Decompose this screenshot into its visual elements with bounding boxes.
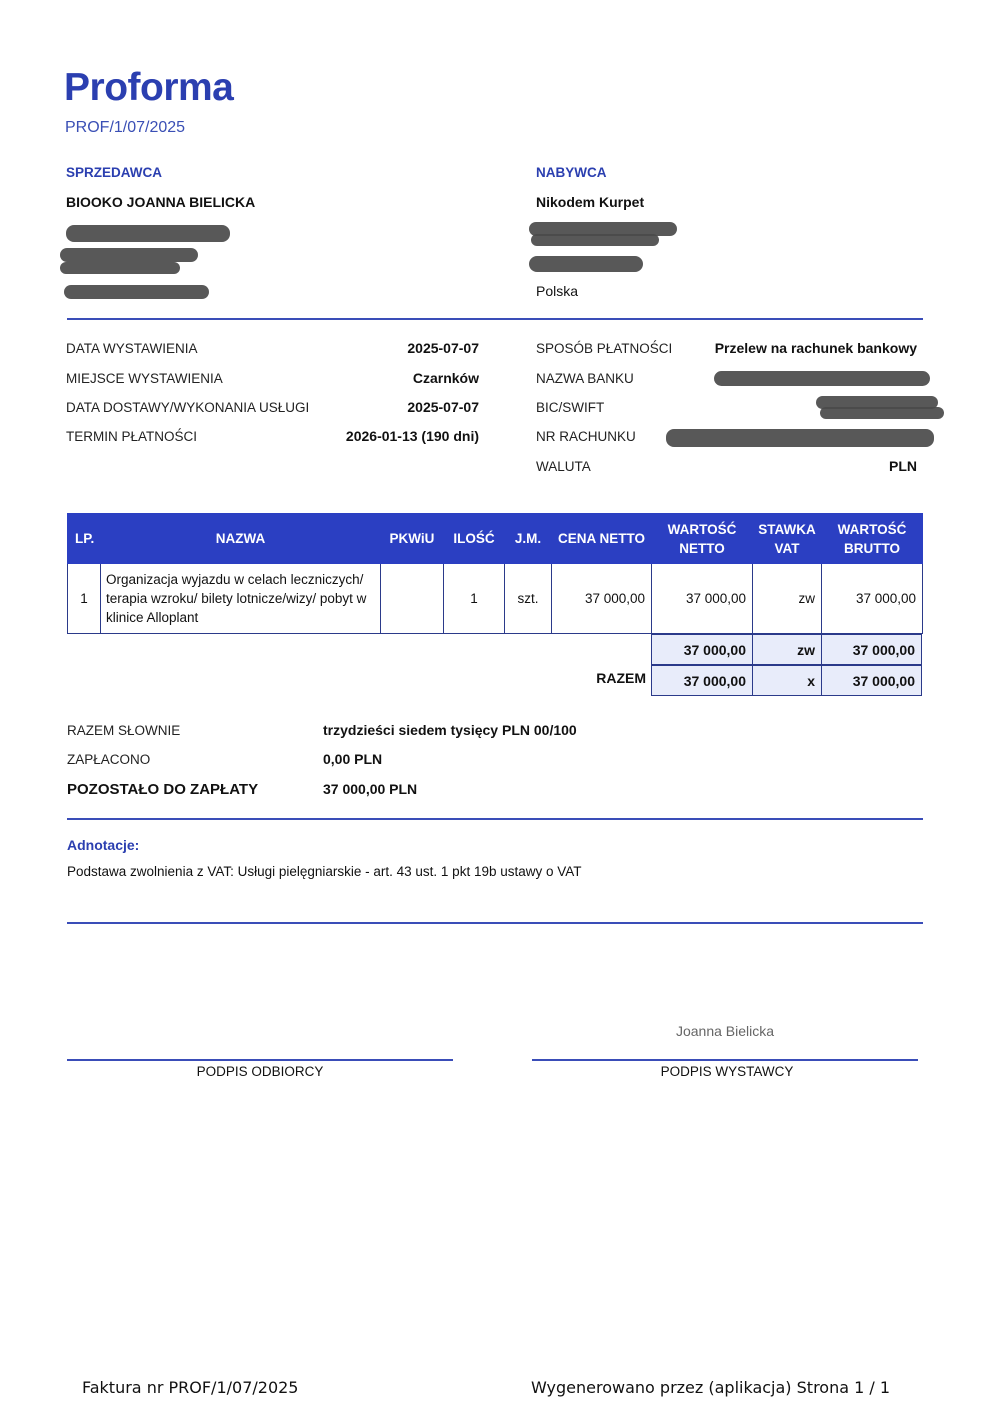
col-vat: STAWKA VAT <box>753 514 822 564</box>
amount-words-label: RAZEM SŁOWNIE <box>67 723 181 738</box>
row-net-price: 37 000,00 <box>552 564 652 634</box>
table-header-row <box>68 514 923 564</box>
buyer-name: Nikodem Kurpet <box>536 194 645 210</box>
row-vat: zw <box>753 564 822 634</box>
total-label: RAZEM <box>596 670 646 686</box>
receiver-signature-line <box>67 1059 453 1061</box>
swift-redaction-2 <box>820 407 944 419</box>
swift-label: BIC/SWIFT <box>536 400 605 415</box>
seller-nip-redaction <box>64 285 209 299</box>
paid-value: 0,00 PLN <box>323 751 383 767</box>
subtotal-gross: 37 000,00 <box>821 634 922 665</box>
col-lp: LP. <box>68 514 101 564</box>
buyer-country: Polska <box>536 283 579 299</box>
due-label: POZOSTAŁO DO ZAPŁATY <box>67 781 259 798</box>
row-lp: 1 <box>68 564 101 634</box>
divider <box>67 818 923 820</box>
row-unit: szt. <box>505 564 552 634</box>
row-qty: 1 <box>444 564 505 634</box>
table-row <box>68 564 923 634</box>
bank-name-label: NAZWA BANKU <box>536 371 634 386</box>
payment-method-label: SPOSÓB PŁATNOŚCI <box>536 341 673 356</box>
col-unit: J.M. <box>505 514 552 564</box>
row-name: Organizacja wyjazdu w celach leczniczych/ terapia wzroku/ bilety lotnicze/wizy/ pobyt w klinice Alloplant <box>101 564 381 634</box>
notes-label: Adnotacje: <box>67 837 140 853</box>
total-net: 37 000,00 <box>651 665 753 696</box>
issue-date-label: DATA WYSTAWIENIA <box>66 341 198 356</box>
issuer-signature-line <box>532 1059 918 1061</box>
delivery-date-value: 2025-07-07 <box>407 399 479 415</box>
currency-label: WALUTA <box>536 459 591 474</box>
buyer-label: NABYWCA <box>536 165 607 180</box>
row-gross: 37 000,00 <box>822 564 923 634</box>
total-gross: 37 000,00 <box>821 665 922 696</box>
bank-name-redaction <box>714 371 930 386</box>
divider <box>67 922 923 924</box>
row-net-value: 37 000,00 <box>652 564 753 634</box>
col-gross: WARTOŚĆ BRUTTO <box>822 514 923 564</box>
document-number: PROF/1/07/2025 <box>65 119 186 136</box>
payment-method-value: Przelew na rachunek bankowy <box>714 340 917 356</box>
buyer-city-redaction <box>529 256 643 272</box>
footer-invoice-number: Faktura nr PROF/1/07/2025 <box>82 1378 299 1397</box>
subtotal-net: 37 000,00 <box>651 634 753 665</box>
divider <box>67 318 923 320</box>
seller-name: BIOOKO JOANNA BIELICKA <box>66 194 256 210</box>
account-number-redaction <box>666 429 934 447</box>
payment-due-label: TERMIN PŁATNOŚCI <box>66 429 198 444</box>
issuer-signature-label: PODPIS WYSTAWCY <box>660 1064 794 1079</box>
document-title: Proforma <box>64 66 234 109</box>
paid-label: ZAPŁACONO <box>67 752 151 767</box>
seller-address-redaction <box>66 225 230 242</box>
col-net-value: WARTOŚĆ NETTO <box>652 514 753 564</box>
issue-date-value: 2025-07-07 <box>407 340 479 356</box>
seller-city-redaction <box>60 248 198 262</box>
issuer-signature-name: Joanna Bielicka <box>675 1023 775 1039</box>
col-name: NAZWA <box>101 514 381 564</box>
items-table <box>67 513 923 634</box>
seller-label: SPRZEDAWCA <box>66 165 163 180</box>
issue-place-label: MIEJSCE WYSTAWIENIA <box>66 371 223 386</box>
total-vat: x <box>752 665 822 696</box>
amount-words-value: trzydzieści siedem tysięcy PLN 00/100 <box>323 722 577 738</box>
currency-value: PLN <box>889 458 917 474</box>
col-net-price: CENA NETTO <box>552 514 652 564</box>
seller-city-redaction-2 <box>60 262 180 274</box>
issue-place-value: Czarnków <box>412 370 479 386</box>
buyer-address-redaction-2 <box>531 234 659 246</box>
delivery-date-label: DATA DOSTAWY/WYKONANIA USŁUGI <box>66 400 310 415</box>
payment-due-value: 2026-01-13 (190 dni) <box>345 428 479 444</box>
due-value: 37 000,00 PLN <box>323 781 418 797</box>
footer-generated: Wygenerowano przez (aplikacja) Strona 1 / 1 <box>531 1378 891 1397</box>
col-qty: ILOŚĆ <box>444 514 505 564</box>
account-number-label: NR RACHUNKU <box>536 429 636 444</box>
subtotal-vat: zw <box>752 634 822 665</box>
notes-text: Podstawa zwolnienia z VAT: Usługi pielęgniarskie - art. 43 ust. 1 pkt 19b ustawy o VAT <box>67 864 582 879</box>
row-pkwiu <box>381 564 444 634</box>
receiver-signature-label: PODPIS ODBIORCY <box>196 1064 324 1079</box>
col-pkwiu: PKWiU <box>381 514 444 564</box>
